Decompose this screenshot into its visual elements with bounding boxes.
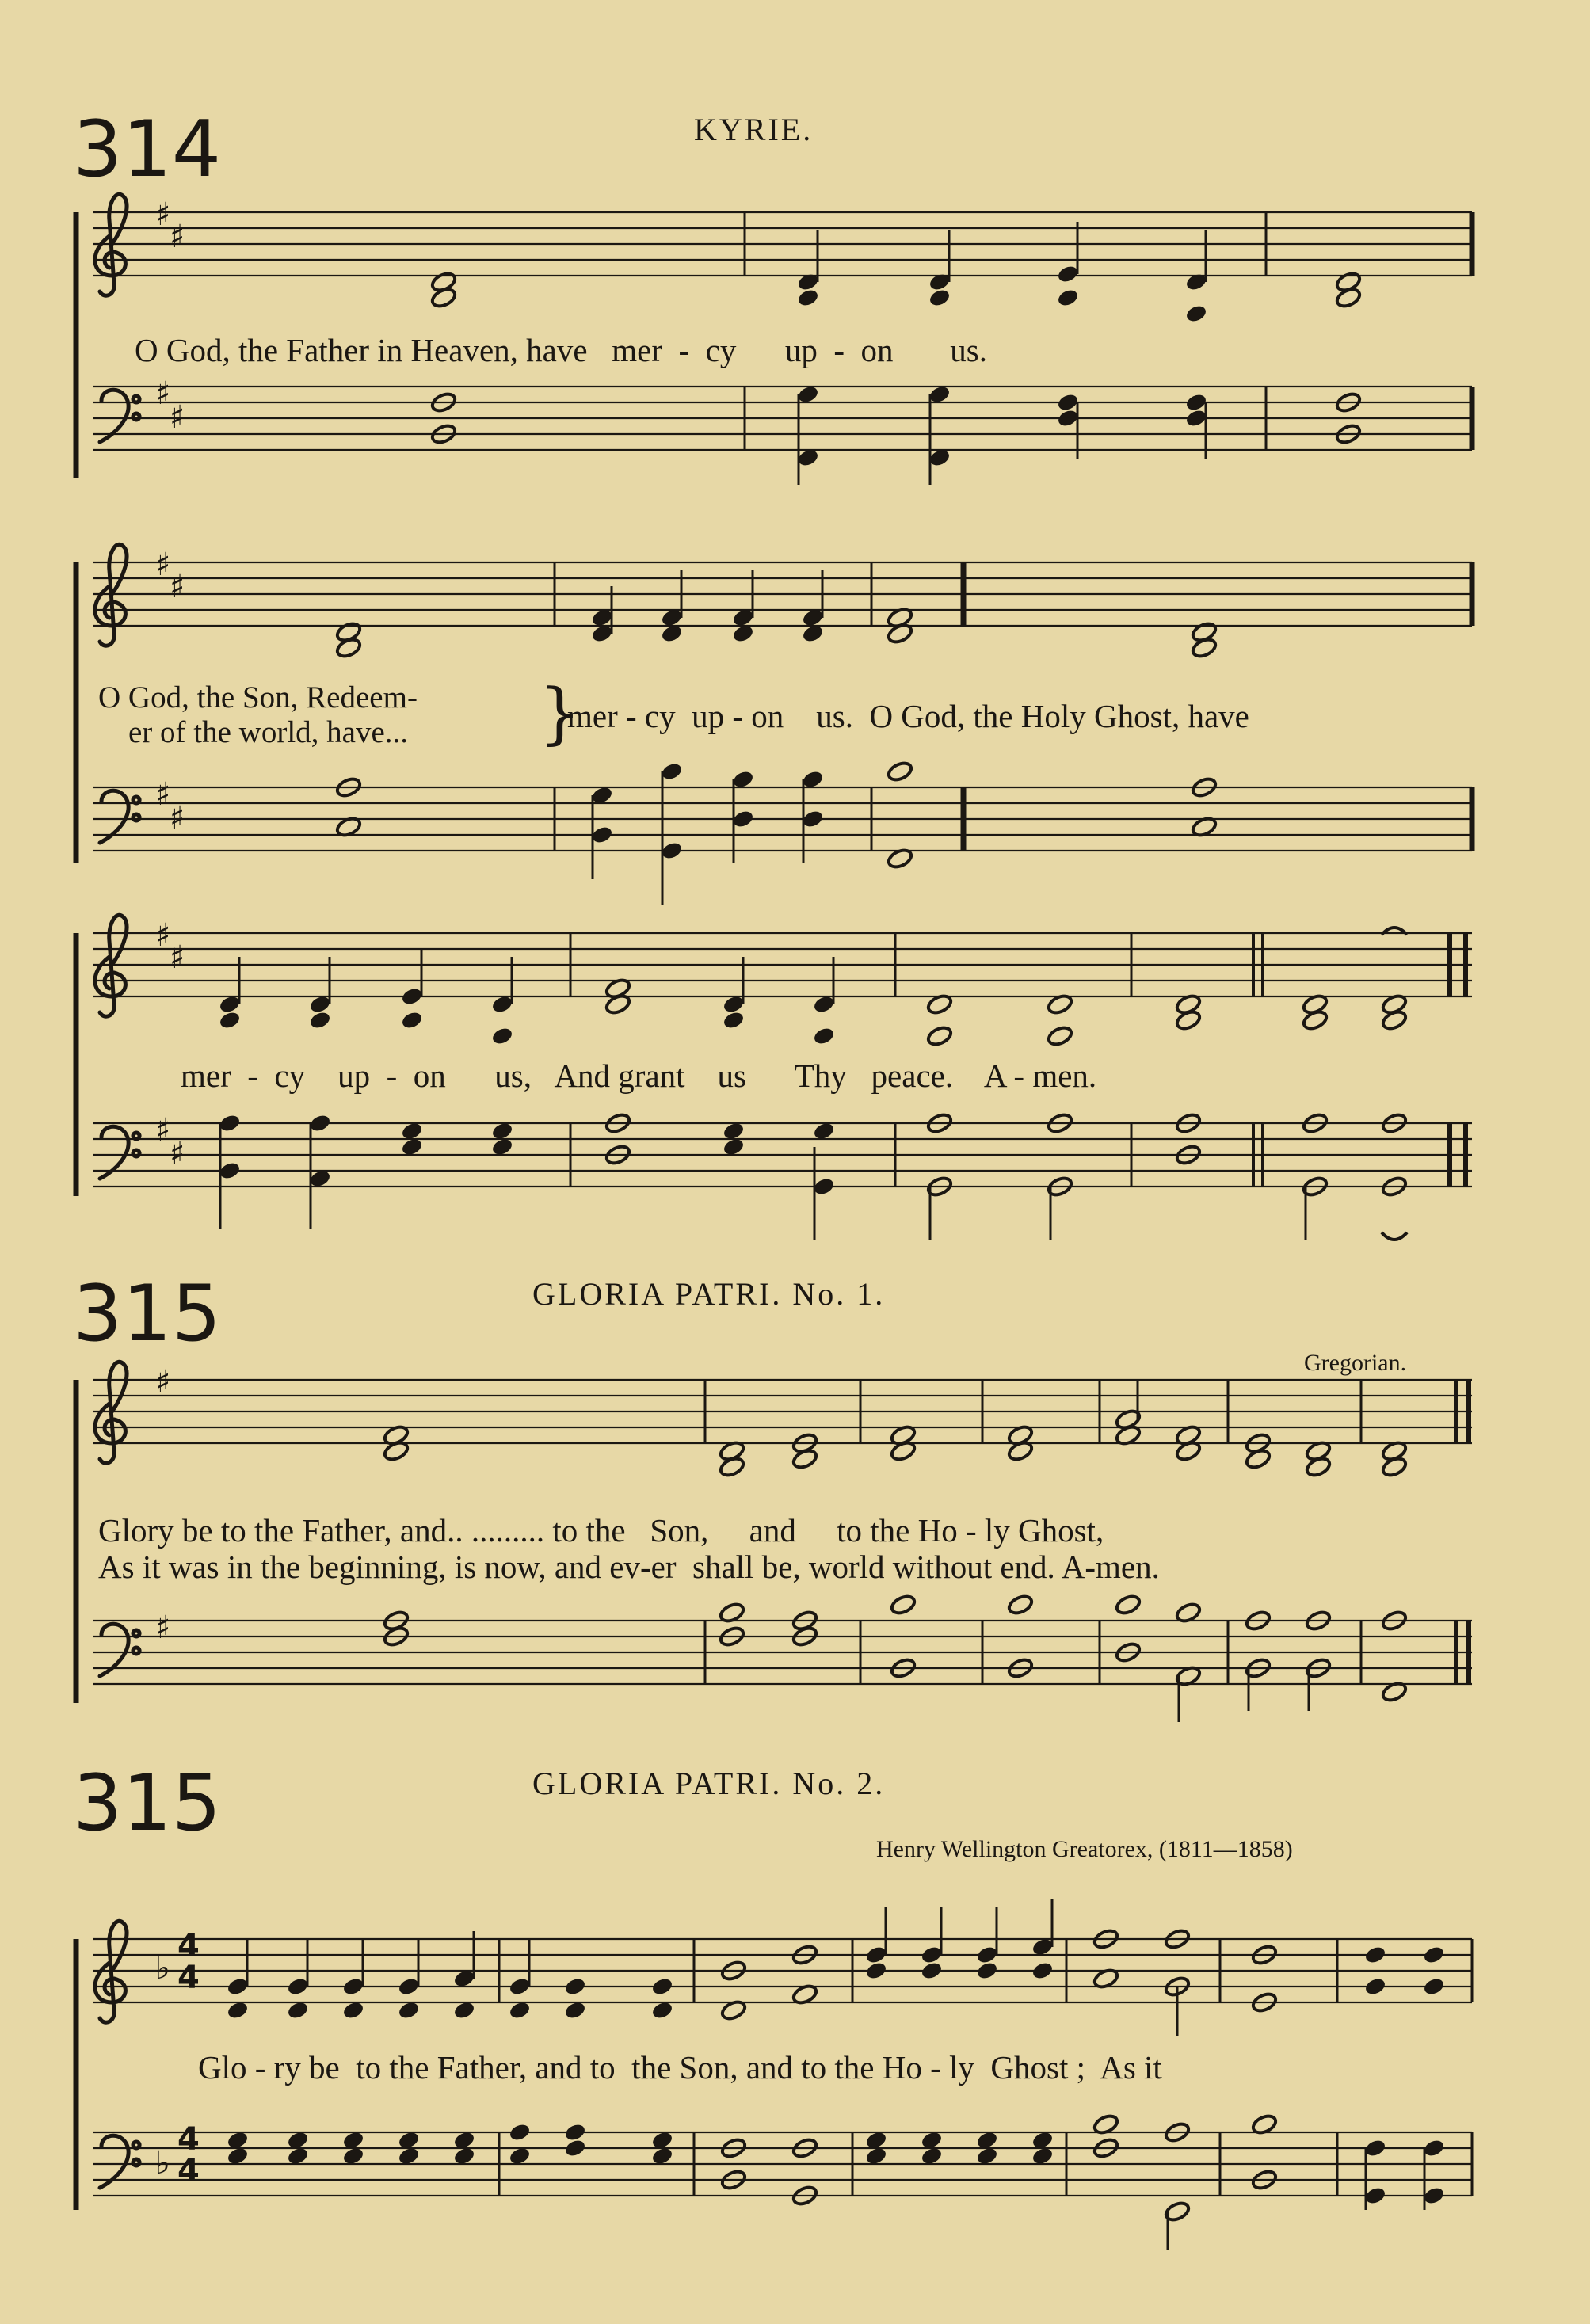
svg-text:♯: ♯	[155, 1112, 171, 1149]
gloria2-lyric-line-1: Glo - ry be to the Father, and to the Son, and to the Ho - ly Ghost ; As it	[198, 2049, 1162, 2086]
svg-text:♯: ♯	[155, 196, 171, 233]
svg-text:♯: ♯	[155, 776, 171, 813]
noteheads	[219, 265, 1446, 2223]
stems	[220, 222, 1424, 2250]
svg-text:4: 4	[177, 2121, 200, 2158]
brace: }	[539, 674, 581, 752]
hymn-number-315b: 315	[73, 1758, 222, 1849]
svg-text:4: 4	[177, 1928, 200, 1964]
hymn-title-kyrie: KYRIE.	[694, 112, 814, 147]
system-4	[76, 1380, 1472, 1703]
kyrie-lyric-line-2c: mer - cy up - on us. O God, the Holy Ghost, have	[567, 698, 1249, 734]
svg-text:♭: ♭	[155, 2145, 170, 2181]
svg-text:♭: ♭	[155, 1950, 170, 1987]
svg-text:♯: ♯	[155, 1610, 171, 1646]
svg-text:♯: ♯	[170, 569, 185, 605]
svg-text:♯: ♯	[155, 1364, 171, 1400]
svg-text:♯: ♯	[155, 917, 171, 954]
composer-credit-gregorian: Gregorian.	[1304, 1350, 1407, 1376]
svg-text:♯: ♯	[170, 399, 185, 436]
hymn-title-gloria-1: GLORIA PATRI. No. 1.	[532, 1276, 886, 1312]
gloria1-lyric-line-2: As it was in the beginning, is now, and ev-er shall be, world without end. A-men.	[98, 1549, 1160, 1585]
gloria1-lyric-line-1: Glory be to the Father, and.. ......... to the Son, and to the Ho - ly Ghost,	[98, 1512, 1104, 1549]
svg-text:♯: ♯	[155, 547, 171, 583]
system-5	[76, 1939, 1472, 2210]
system-3	[76, 933, 1472, 1196]
hymn-title-gloria-2: GLORIA PATRI. No. 2.	[532, 1766, 886, 1801]
svg-text:♯: ♯	[170, 939, 185, 976]
clefs-and-signatures	[95, 194, 200, 2189]
svg-text:4: 4	[177, 2153, 200, 2189]
kyrie-lyric-line-2b: er of the world, have...	[128, 715, 409, 749]
kyrie-lyric-line-3: mer - cy up - on us, And grant us Thy peace. A - men.	[181, 1057, 1097, 1094]
svg-text:♯: ♯	[170, 219, 185, 255]
system-2	[76, 562, 1472, 863]
svg-text:♯: ♯	[170, 1136, 185, 1172]
svg-text:♯: ♯	[155, 375, 171, 412]
system-1	[76, 212, 1472, 478]
hymn-number-315a: 315	[73, 1269, 222, 1359]
kyrie-lyric-line-1: O God, the Father in Heaven, have mer - cy up - on us.	[135, 332, 987, 368]
kyrie-lyric-line-2a: O God, the Son, Redeem-	[98, 680, 418, 714]
hymn-number-314: 314	[73, 105, 222, 195]
composer-credit-greatorex: Henry Wellington Greatorex, (1811—1858)	[876, 1836, 1293, 1862]
svg-text:4: 4	[177, 1960, 200, 1996]
svg-text:♯: ♯	[170, 800, 185, 836]
